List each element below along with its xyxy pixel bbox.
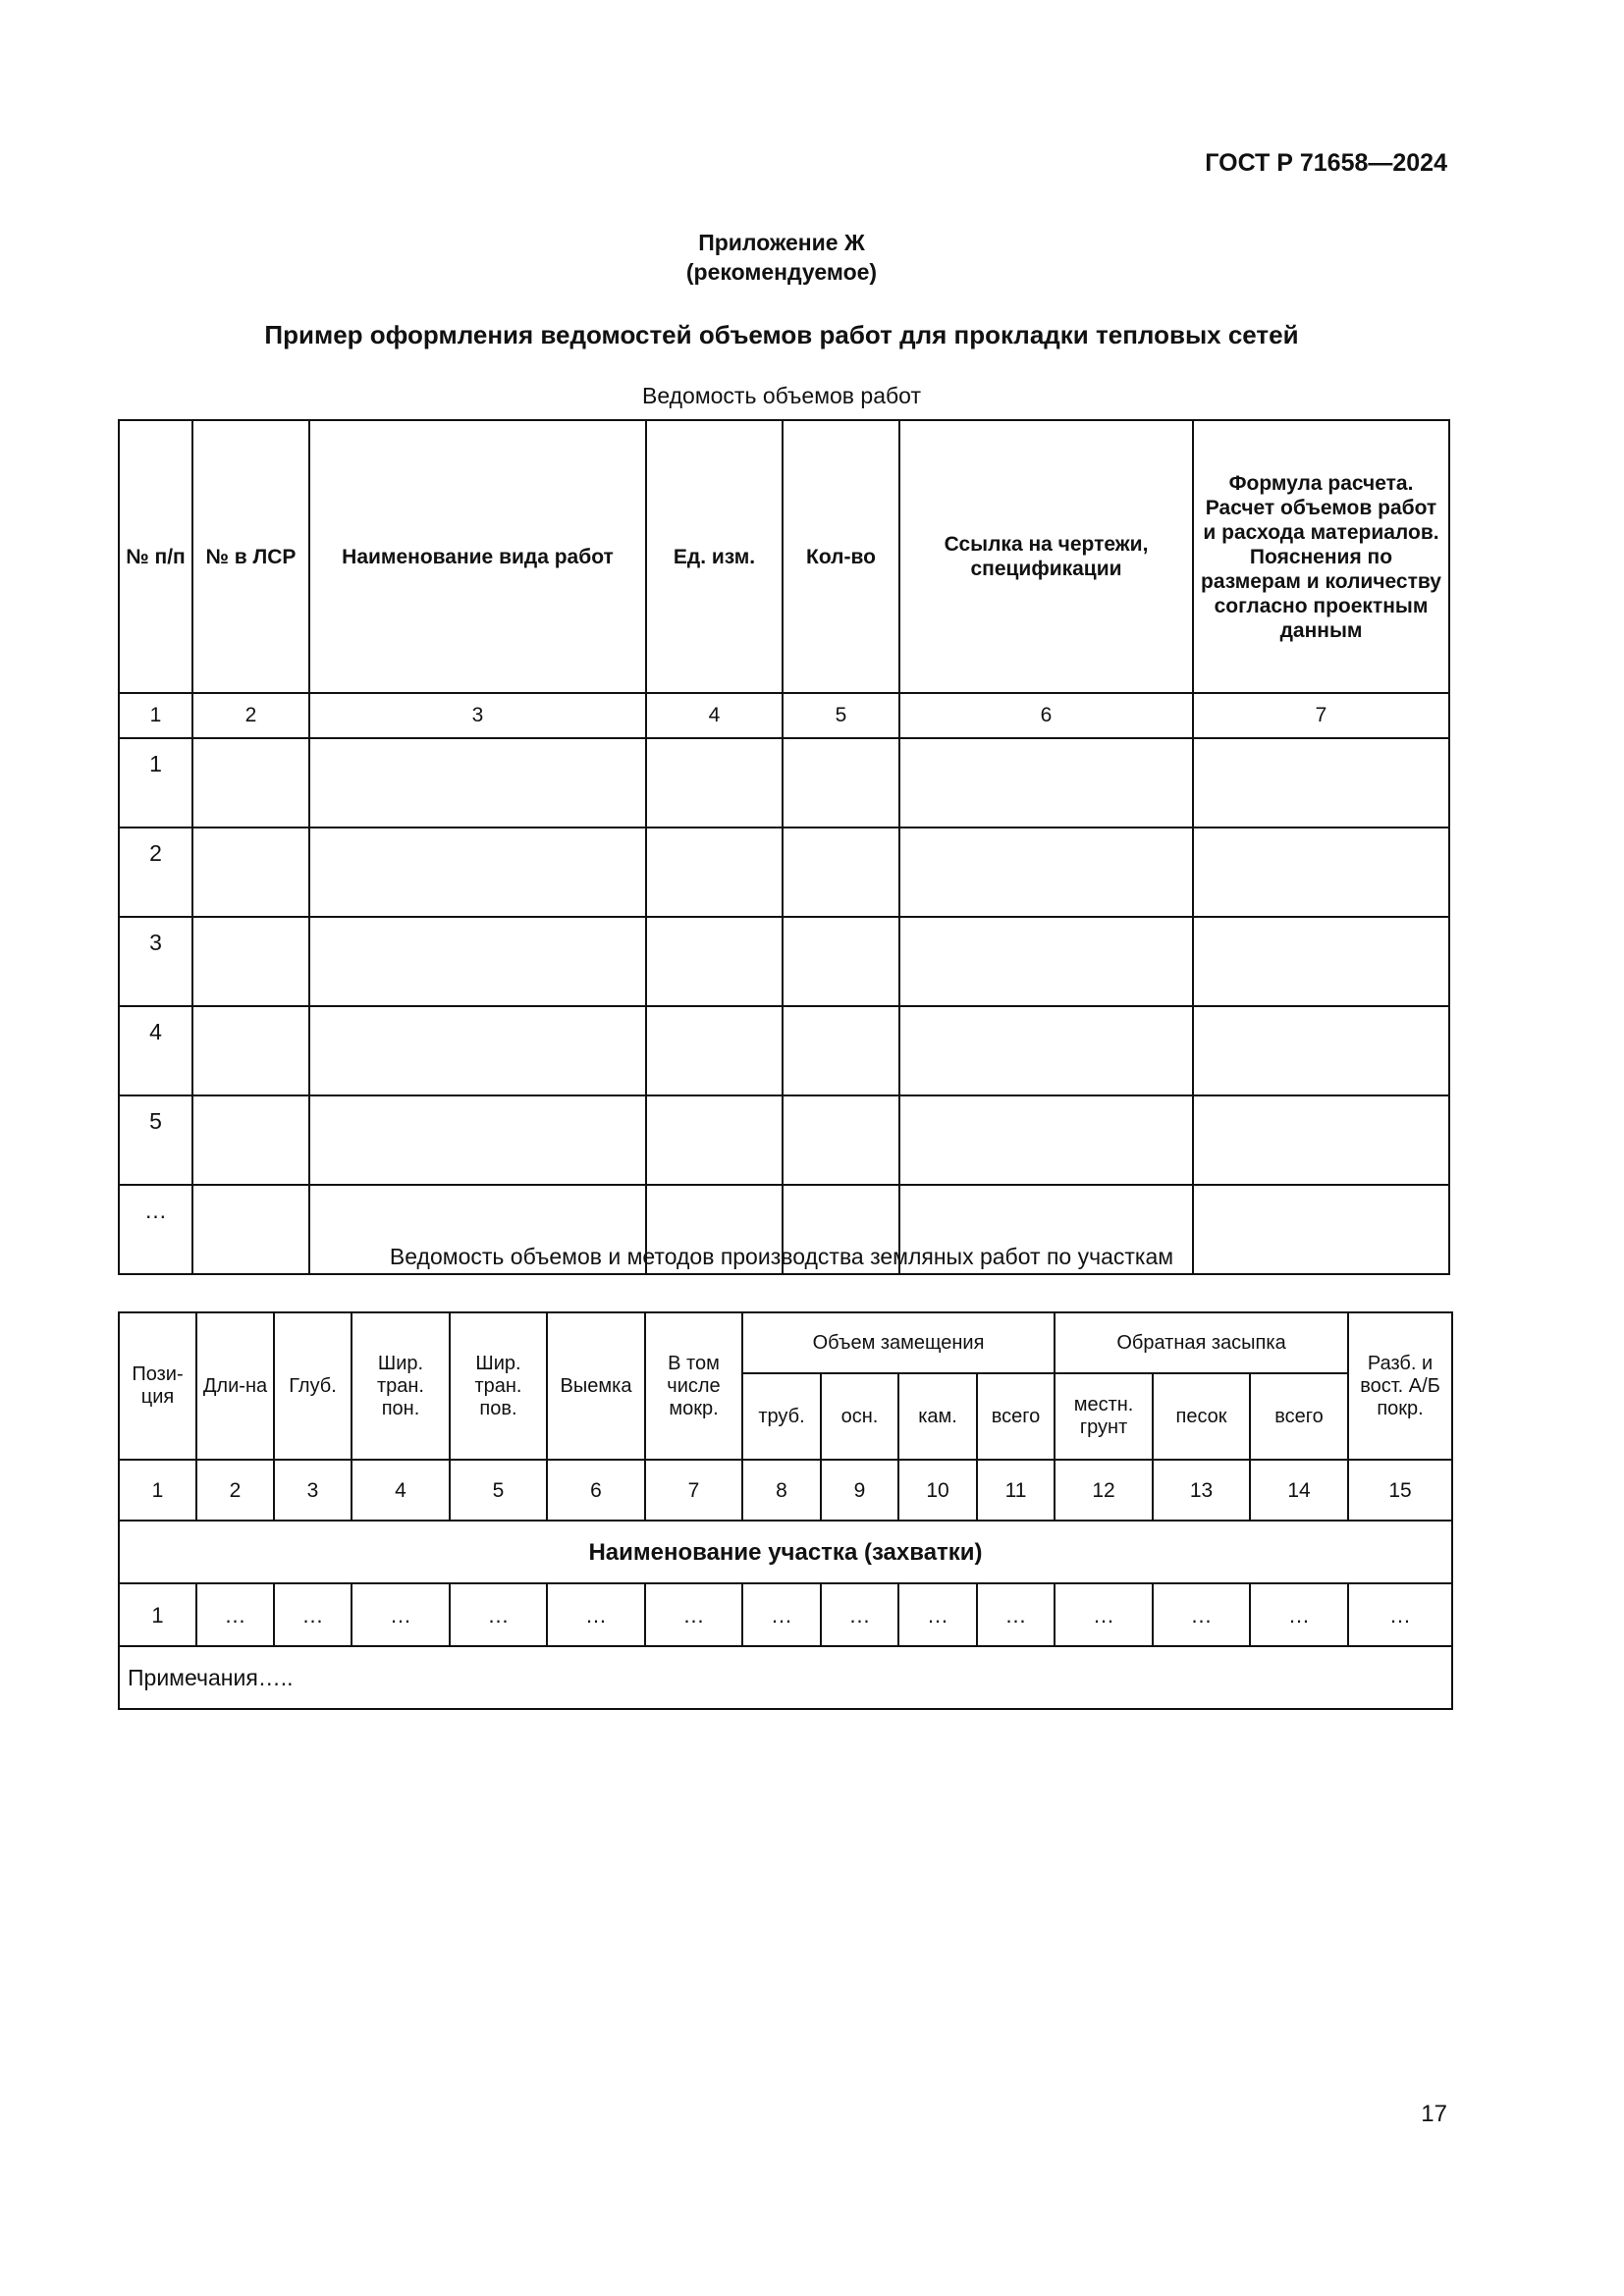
header-width-bottom: Шир. тран. пон. — [352, 1312, 450, 1460]
empty-cell[interactable] — [192, 917, 309, 1006]
table-row — [119, 917, 1449, 1006]
header-cell: Наименование вида работ — [309, 420, 646, 693]
header-cell: Ссылка на чертежи, спецификации — [899, 420, 1193, 693]
column-number: 10 — [898, 1460, 977, 1521]
header-cell: осн. — [821, 1373, 898, 1460]
header-backfill-group: Обратная засыпка — [1055, 1312, 1348, 1373]
column-number: 14 — [1250, 1460, 1348, 1521]
header-cell: Кол-во — [783, 420, 899, 693]
empty-cell[interactable] — [899, 917, 1193, 1006]
header-cell: местн. грунт — [1055, 1373, 1153, 1460]
empty-cell[interactable] — [646, 917, 783, 1006]
row-index: 2 — [119, 828, 192, 917]
empty-cell[interactable] — [899, 1006, 1193, 1095]
appendix-title: Приложение Ж — [698, 230, 865, 255]
section-row — [119, 1521, 1452, 1583]
column-number: 9 — [821, 1460, 898, 1521]
empty-cell[interactable] — [192, 828, 309, 917]
column-number: 15 — [1348, 1460, 1452, 1521]
header-cell: Формула расчета. Расчет объемов работ и расхода материалов. Пояснения по размерам и количеству согласно проектным данным — [1193, 420, 1449, 693]
empty-cell[interactable] — [783, 917, 899, 1006]
header-depth: Глуб. — [274, 1312, 352, 1460]
header-cell: № п/п — [119, 420, 192, 693]
data-cell: … — [821, 1583, 898, 1646]
data-cell: … — [547, 1583, 645, 1646]
header-replacement-group: Объем замещения — [742, 1312, 1055, 1373]
column-number: 4 — [646, 693, 783, 738]
data-cell: … — [196, 1583, 274, 1646]
empty-cell[interactable] — [646, 738, 783, 828]
column-number: 6 — [547, 1460, 645, 1521]
empty-cell[interactable] — [309, 1095, 646, 1185]
data-cell: … — [1153, 1583, 1250, 1646]
empty-cell[interactable] — [309, 917, 646, 1006]
data-cell: 1 — [119, 1583, 196, 1646]
section-title: Наименование участка (захватки) — [119, 1521, 1452, 1583]
column-number: 11 — [977, 1460, 1055, 1521]
empty-cell[interactable] — [783, 828, 899, 917]
data-cell: … — [1250, 1583, 1348, 1646]
table-header-row — [119, 420, 1449, 693]
empty-cell[interactable] — [899, 1095, 1193, 1185]
empty-cell[interactable] — [192, 1006, 309, 1095]
row-index: 1 — [119, 738, 192, 828]
column-number: 13 — [1153, 1460, 1250, 1521]
header-cell: труб. — [742, 1373, 821, 1460]
column-number: 6 — [899, 693, 1193, 738]
header-wet: В том числе мокр. — [645, 1312, 742, 1460]
column-number: 2 — [196, 1460, 274, 1521]
table-row — [119, 738, 1449, 828]
column-number-row — [119, 693, 1449, 738]
empty-cell[interactable] — [192, 1095, 309, 1185]
header-cell: всего — [1250, 1373, 1348, 1460]
header-cell: песок — [1153, 1373, 1250, 1460]
empty-cell[interactable] — [783, 1006, 899, 1095]
page-title: Пример оформления ведомостей объемов работ для прокладки тепловых сетей — [264, 320, 1299, 349]
notes-row — [119, 1646, 1452, 1709]
column-number: 1 — [119, 693, 192, 738]
earthworks-table — [118, 1311, 1453, 1710]
column-number: 4 — [352, 1460, 450, 1521]
header-width-top: Шир. тран. пов. — [450, 1312, 547, 1460]
column-number-row — [119, 1460, 1452, 1521]
page-number: 17 — [1421, 2101, 1447, 2127]
header-cell: Ед. изм. — [646, 420, 783, 693]
data-cell: … — [450, 1583, 547, 1646]
header-asphalt: Разб. и вост. А/Б покр. — [1348, 1312, 1452, 1460]
column-number: 7 — [1193, 693, 1449, 738]
column-number: 3 — [274, 1460, 352, 1521]
table1-caption: Ведомость объемов работ — [641, 383, 921, 408]
data-cell: … — [977, 1583, 1055, 1646]
empty-cell[interactable] — [192, 738, 309, 828]
appendix-heading — [0, 228, 1563, 287]
column-number: 5 — [783, 693, 899, 738]
column-number: 7 — [645, 1460, 742, 1521]
table-row — [119, 1583, 1452, 1646]
document-code: ГОСТ Р 71658—2024 — [1205, 149, 1447, 177]
empty-cell[interactable] — [1193, 917, 1449, 1006]
column-number: 1 — [119, 1460, 196, 1521]
data-cell: … — [274, 1583, 352, 1646]
empty-cell[interactable] — [309, 1006, 646, 1095]
header-cell: кам. — [898, 1373, 977, 1460]
column-number: 5 — [450, 1460, 547, 1521]
header-excavation: Выемка — [547, 1312, 645, 1460]
header-position: Пози-ция — [119, 1312, 196, 1460]
row-index: 4 — [119, 1006, 192, 1095]
empty-cell[interactable] — [1193, 828, 1449, 917]
table-row — [119, 828, 1449, 917]
empty-cell[interactable] — [646, 828, 783, 917]
empty-cell[interactable] — [1193, 738, 1449, 828]
column-number: 12 — [1055, 1460, 1153, 1521]
data-cell: … — [1348, 1583, 1452, 1646]
empty-cell[interactable] — [1193, 1006, 1449, 1095]
table-row — [119, 1095, 1449, 1185]
empty-cell[interactable] — [646, 1095, 783, 1185]
empty-cell[interactable] — [309, 738, 646, 828]
empty-cell[interactable] — [899, 828, 1193, 917]
empty-cell[interactable] — [309, 828, 646, 917]
empty-cell[interactable] — [646, 1006, 783, 1095]
table-header-row — [119, 1312, 1452, 1373]
data-cell: … — [645, 1583, 742, 1646]
column-number: 3 — [309, 693, 646, 738]
row-index: 3 — [119, 917, 192, 1006]
row-index: … — [119, 1185, 192, 1274]
data-cell: … — [898, 1583, 977, 1646]
column-number: 8 — [742, 1460, 821, 1521]
header-cell: № в ЛСР — [192, 420, 309, 693]
work-volume-table — [118, 419, 1450, 1275]
empty-cell[interactable] — [899, 738, 1193, 828]
table-row — [119, 1006, 1449, 1095]
data-cell: … — [742, 1583, 821, 1646]
empty-cell[interactable] — [1193, 1095, 1449, 1185]
table2-caption: Ведомость объемов и методов производства земляных работ по участкам — [389, 1244, 1174, 1269]
empty-cell[interactable] — [783, 1095, 899, 1185]
appendix-subtitle: (рекомендуемое) — [685, 259, 878, 285]
header-cell: всего — [977, 1373, 1055, 1460]
data-cell: … — [1055, 1583, 1153, 1646]
row-index: 5 — [119, 1095, 192, 1185]
header-length: Дли-на — [196, 1312, 274, 1460]
data-cell: … — [352, 1583, 450, 1646]
empty-cell[interactable] — [783, 738, 899, 828]
notes-cell: Примечания….. — [119, 1646, 1452, 1709]
column-number: 2 — [192, 693, 309, 738]
